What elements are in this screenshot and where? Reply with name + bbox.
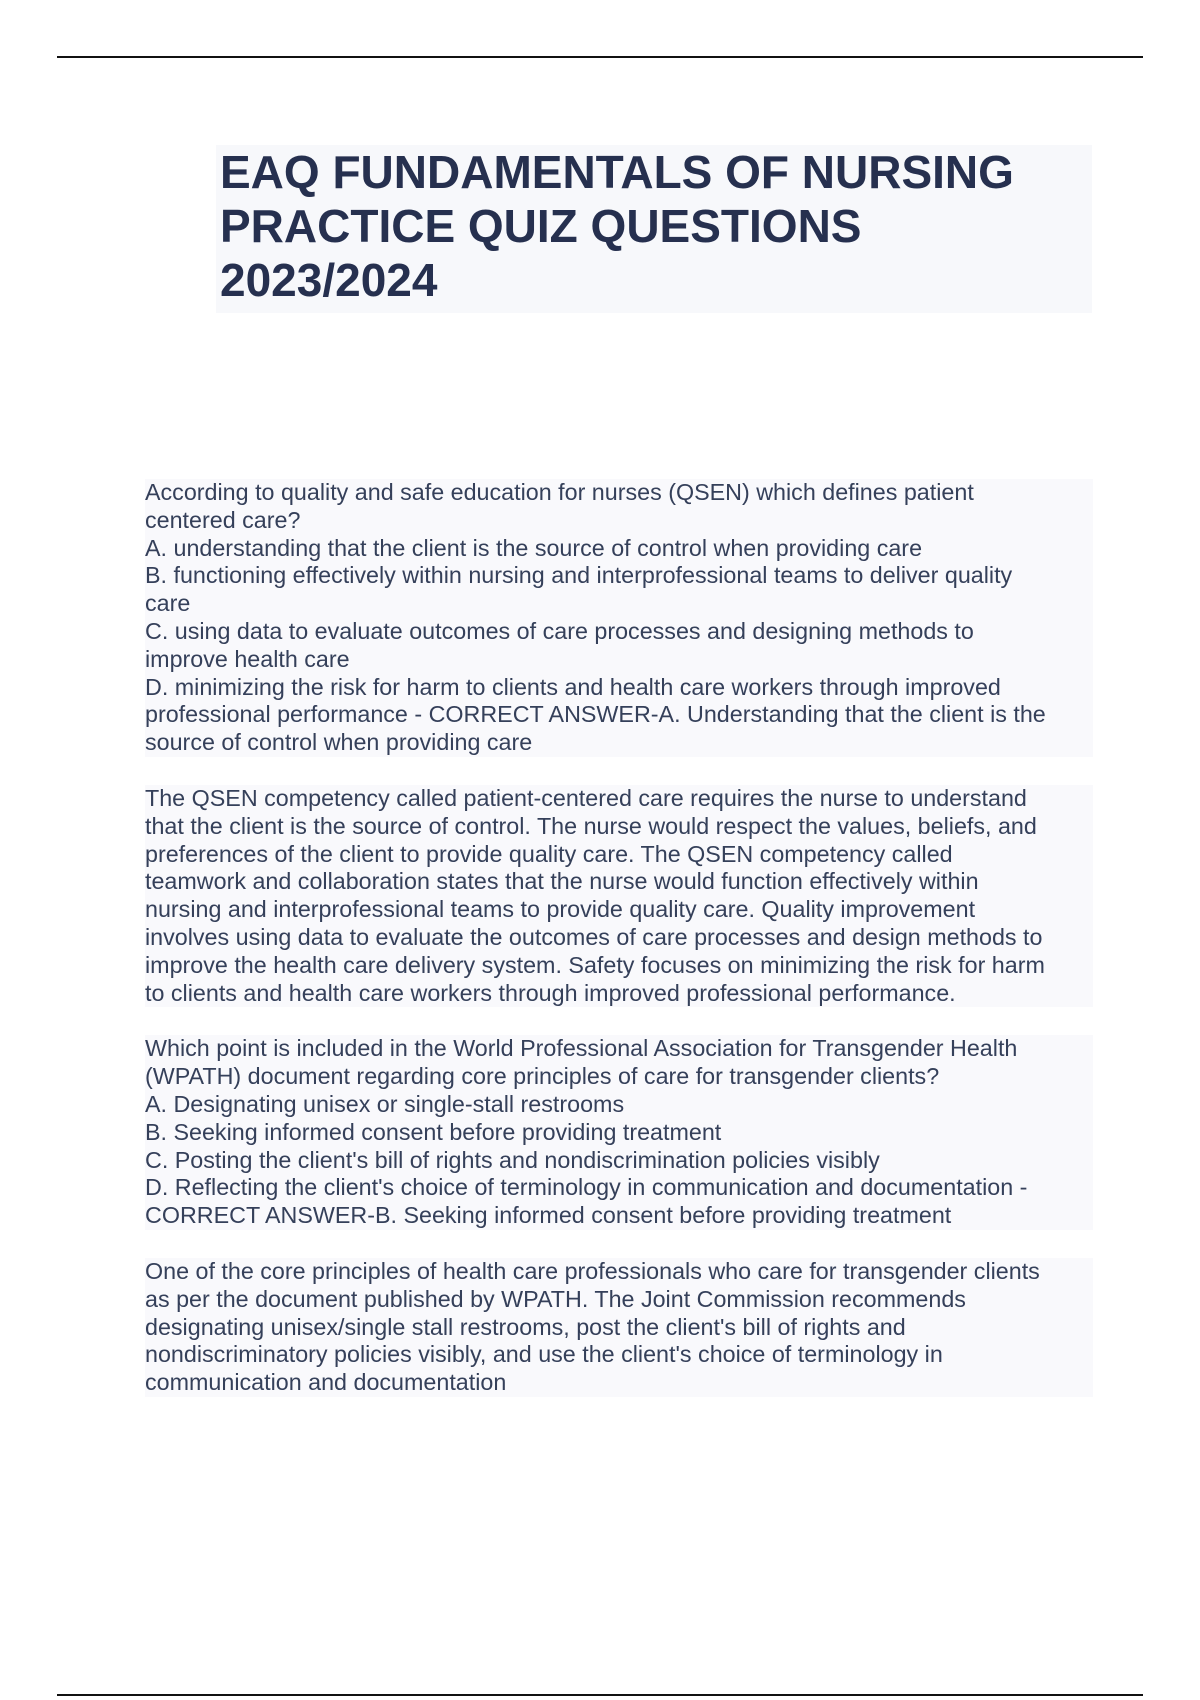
title-line: EAQ FUNDAMENTALS OF NURSING [220,146,1014,198]
header-rule [57,56,1143,58]
text-line: designating unisex/single stall restrooms, post the client's bill of rights and [145,1313,906,1340]
document-body [145,479,1093,1425]
text-line: centered care? [145,506,301,533]
text-line: One of the core principles of health care professionals who care for transgender clients [145,1257,1040,1284]
text-line: to clients and health care workers through improved professional performance. [145,979,956,1006]
text-line: A. understanding that the client is the source of control when providing care [145,534,923,561]
text-line: communication and documentation [145,1369,507,1396]
document-title [220,145,1092,307]
text-line: preferences of the client to provide quality care. The QSEN competency called [145,840,953,867]
text-line: B. Seeking informed consent before providing treatment [145,1118,722,1145]
text-line: The QSEN competency called patient-centered care requires the nurse to understand [145,784,1027,811]
text-line: D. Reflecting the client's choice of terminology in communication and documentation - [145,1174,1028,1201]
text-line: improve health care [145,645,350,672]
text-line: C. using data to evaluate outcomes of care processes and designing methods to [145,617,974,644]
text-line: Which point is included in the World Professional Association for Transgender Health [145,1035,1018,1062]
text-line: A. Designating unisex or single-stall restrooms [145,1090,625,1117]
text-line: nursing and interprofessional teams to provide quality care. Quality improvement [145,896,976,923]
text-line: D. minimizing the risk for harm to clients and health care workers through improved [145,673,1001,700]
text-line: professional performance - CORRECT ANSWER-A. Understanding that the client is the [145,701,1046,728]
text-line: source of control when providing care [145,729,533,756]
title-line: 2023/2024 [220,254,438,306]
text-line: care [145,590,191,617]
question-1 [145,479,1093,757]
text-line: nondiscriminatory policies visibly, and use the client's choice of terminology in [145,1341,943,1368]
text-line: CORRECT ANSWER-B. Seeking informed consent before providing treatment [145,1202,952,1229]
title-block [216,145,1092,313]
text-line: improve the health care delivery system. Safety focuses on minimizing the risk for harm [145,951,1045,978]
text-line: According to quality and safe education for nurses (QSEN) which defines patient [145,479,974,505]
explanation-1 [145,785,1093,1007]
text-line: teamwork and collaboration states that the nurse would function effectively within [145,868,979,895]
text-line: (WPATH) document regarding core principles of care for transgender clients? [145,1063,940,1090]
text-line: involves using data to evaluate the outcomes of care processes and design methods to [145,923,1043,950]
title-line: PRACTICE QUIZ QUESTIONS [220,200,862,252]
text-line: as per the document published by WPATH. The Joint Commission recommends [145,1285,966,1312]
footer-rule [57,1694,1143,1696]
text-line: B. functioning effectively within nursing and interprofessional teams to deliver quality [145,562,1013,589]
question-2 [145,1035,1093,1230]
text-line: C. Posting the client's bill of rights and nondiscrimination policies visibly [145,1146,880,1173]
explanation-2 [145,1258,1093,1397]
text-line: that the client is the source of control. The nurse would respect the values, beliefs, and [145,812,1037,839]
